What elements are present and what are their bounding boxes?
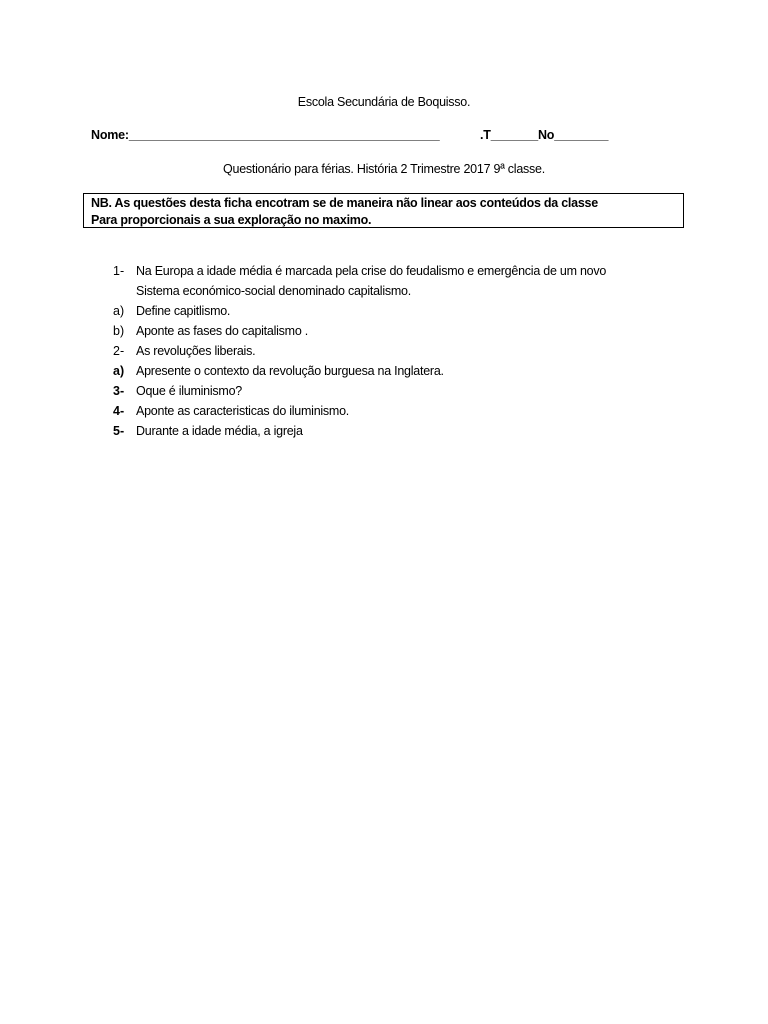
question-1-label: 1-	[113, 264, 125, 278]
question-2-label: 2-	[113, 344, 125, 358]
question-4-label: 4-	[113, 404, 125, 418]
question-2a-text: Apresente o contexto da revolução burguesa na Inglatera.	[136, 364, 444, 378]
question-5-text: Durante a idade média, a igreja	[136, 424, 303, 438]
question-1b-label: b)	[113, 324, 125, 338]
question-1a-label: a)	[113, 304, 125, 318]
note-line-1: NB. As questões desta ficha encotram se de maneira não linear aos conteúdos da classe	[91, 196, 598, 210]
question-1a-text: Define capitlismo.	[136, 304, 231, 318]
question-1-text: Na Europa a idade média é marcada pela crise do feudalismo e emergência de um novo	[136, 264, 607, 278]
question-4-text: Aponte as caracteristicas do iluminismo.	[136, 404, 350, 418]
question-3-text: Oque é iluminismo?	[136, 384, 242, 398]
class-number-field: .T_______No________	[480, 128, 609, 142]
question-5-label: 5-	[113, 424, 125, 438]
school-name: Escola Secundária de Boquisso.	[297, 95, 471, 109]
note-box	[83, 193, 684, 228]
question-3-label: 3-	[113, 384, 125, 398]
worksheet-title: Questionário para férias. História 2 Trimestre 2017 9ª classe.	[223, 162, 545, 176]
question-2a-label: a)	[113, 364, 125, 378]
name-field: Nome:______________________________________________	[91, 128, 440, 142]
question-1b-text: Aponte as fases do capitalismo .	[136, 324, 308, 338]
question-2-text: As revoluções liberais.	[136, 344, 256, 358]
question-1-text-continued: Sistema económico-social denominado capitalismo.	[136, 284, 411, 298]
note-line-2: Para proporcionais a sua exploração no maximo.	[91, 213, 372, 227]
